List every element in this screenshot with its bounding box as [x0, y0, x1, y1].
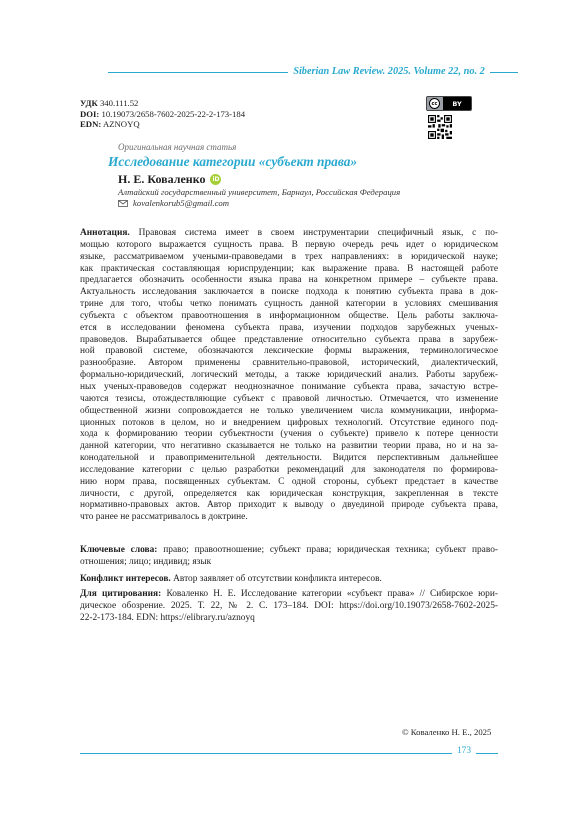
abstract-line: нормативно-правовых актов. Автор приходит к выводу о двуединой природе субъекта права, — [80, 500, 498, 511]
abstract-line: ционных потоков в целом, но и внедрением цифровых технологий. Отсутствие единого под- — [80, 417, 498, 428]
abstract-line: как практическая составляющая юриспруденции; как выражение права. В настоящей работе — [80, 263, 498, 274]
abstract — [80, 228, 498, 524]
page-number: 173 — [456, 746, 472, 756]
conflict-of-interest — [80, 574, 382, 584]
abstract-line: исследование категории с целью разработки рекомендаций для законодателя по формирова- — [80, 464, 498, 475]
keywords-label: Ключевые слова: — [80, 545, 158, 555]
abstract-line: мощью которого выражается сущность права. В первую очередь речь идет о юридическом — [80, 239, 498, 250]
citation — [80, 589, 498, 625]
udc-label: УДК — [80, 98, 98, 108]
edn-label: EDN: — [80, 119, 102, 130]
footer-rule-right — [476, 753, 498, 754]
article-meta — [80, 98, 245, 130]
conflict-text: Автор заявляет об отсутствии конфликта интересов. — [173, 574, 382, 584]
cc-icon: cc — [429, 98, 440, 109]
header-rule-right — [490, 72, 518, 73]
abstract-line: нию норм права, посвященных субъектам. С одной стороны, субъект предстает в качестве — [80, 476, 498, 487]
abstract-line: что ранее не рассматривалось в доктрине. — [80, 512, 248, 523]
article-type: Оригинальная научная статья — [118, 142, 237, 152]
footer-rule-left — [80, 753, 452, 754]
keywords-line: Ключевые слова: право; правоотношение; субъект права; юридическая техника; субъект право- — [80, 545, 499, 555]
author-affiliation: Алтайский государственный университет, Барнаул, Российская Федерация — [118, 187, 401, 197]
abstract-line: субъекта с объектом правоотношения в информационном обществе. Цель работы заключа- — [80, 310, 498, 321]
journal-title: Siberian Law Review. 2025. Volume 22, no. 2 — [293, 66, 485, 77]
edn-value: AZNOYQ — [102, 119, 140, 130]
abstract-line: конодательной и правоприменительной деятельности. Видится перспективным дальнейшее — [80, 453, 498, 464]
abstract-line: данной категории, что негативно сказывается не только на развитии теории права, но и на за- — [80, 441, 498, 452]
author-name: Н. Е. Коваленко — [118, 172, 206, 186]
abstract-line: Актуальность исследования заключается в поиске подхода к понятию субъекта права в док- — [80, 287, 498, 298]
mail-icon — [118, 200, 128, 207]
doi-label: DOI: — [80, 108, 100, 119]
citation-line: Для цитирования: Коваленко Н. Е. Исследование категории «субъект права» // Сибирское юри- — [80, 589, 499, 599]
by-label: BY — [443, 97, 471, 110]
abstract-line: хода к формированию теории субъектности (учения о субъекте) привело к потере ценности — [80, 429, 498, 440]
abstract-line: трине для того, чтобы четко понимать сущность данной категории в условиях смешивания — [80, 299, 498, 310]
abstract-label: Аннотация. — [80, 228, 130, 238]
keywords-line: отношения; лицо; индивид; язык — [80, 556, 212, 567]
abstract-line: Аннотация. Правовая система имеет в своем инструментарии специфичный язык, с по- — [80, 228, 498, 238]
citation-line: 22-2-173-184. EDN: https://elibrary.ru/aznoyq — [80, 612, 255, 623]
abstract-line: языке, рассматриваемом учеными-правоведами в трех направлениях: в юридической науке; — [80, 251, 498, 262]
author-email-line — [118, 198, 229, 208]
conflict-label: Конфликт интересов. — [80, 574, 171, 584]
citation-label: Для цитирования: — [80, 589, 162, 599]
udc-value: 340.111.52 — [99, 98, 139, 108]
cc-by-license-badge[interactable] — [426, 96, 472, 111]
license-badges — [426, 96, 472, 144]
header-rule-left — [108, 72, 288, 73]
abstract-line: ется в исследовании феномена субъекта права, изучении подходов зарубежных ученых- — [80, 322, 498, 333]
qr-code-icon[interactable] — [428, 115, 452, 139]
citation-line: дическое обозрение. 2025. Т. 22, № 2. С. 173–184. DOI: https://doi.org/10.19073/2658-7602-2025- — [80, 600, 498, 611]
abstract-line: предлагается обозначить особенности языка права на конкретном примере – субъекте права. — [80, 275, 498, 286]
abstract-line: формально-юридический, логический методы, а также юридический анализ. Работы зарубеж- — [80, 370, 498, 381]
doi-value[interactable]: 10.19073/2658-7602-2025-22-2-173-184 — [101, 108, 246, 119]
abstract-line: общественной жизни сопровождается не только увеличением числа коммуникации, информа- — [80, 405, 498, 416]
abstract-line: чаются тезисы, отождествляющие субъект с правовой личностью. Отмечается, что изменение — [80, 393, 498, 404]
article-title: Исследование категории «субъект права» — [108, 154, 358, 169]
abstract-line: разнообразие. Автором применены сравнительно-правовой, исторический, диалектический, — [80, 358, 498, 369]
abstract-line: правоведов. Вырабатывается общее представление относительно субъекта права в зарубеж- — [80, 334, 498, 345]
abstract-line: личности, с другой, определяется как юридическая конструкция, закрепленная в тексте — [80, 488, 498, 499]
keywords — [80, 545, 498, 569]
abstract-line: ной правовой системе, обозначаются лексические формы выражения, терминологическое — [80, 346, 498, 357]
orcid-icon[interactable]: iD — [212, 176, 220, 183]
journal-header — [0, 64, 577, 80]
abstract-line: ных ученых-правоведов содержат неоднозначное понимание субъекта права, зачастую встре- — [80, 381, 498, 392]
author-line — [118, 172, 221, 187]
copyright: © Коваленко Н. Е., 2025 — [402, 727, 492, 737]
author-email[interactable]: kovalenkorub5@gmail.com — [133, 198, 230, 208]
